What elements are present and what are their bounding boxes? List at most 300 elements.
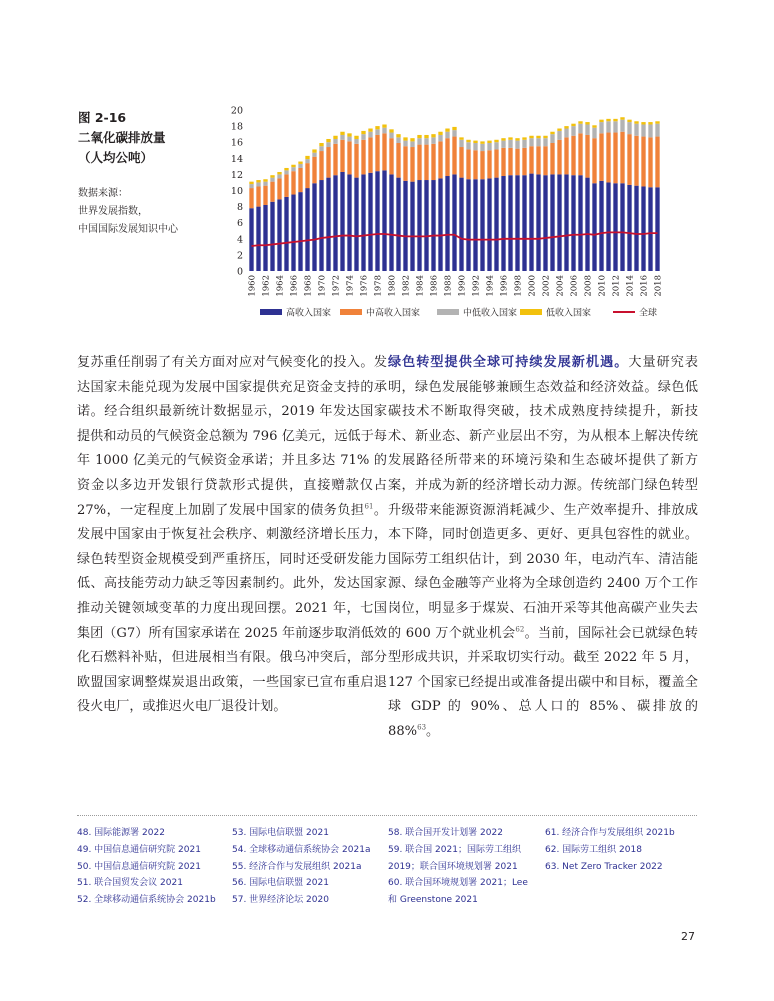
bar-segment	[298, 168, 302, 192]
bar-segment	[655, 137, 659, 188]
x-tick-label: 2018	[653, 275, 664, 297]
y-tick-label: 20	[230, 105, 243, 117]
bar-segment	[424, 138, 428, 144]
bar-segment	[564, 126, 568, 128]
bar-segment	[627, 134, 631, 185]
bar-segment	[438, 178, 442, 271]
legend-swatch	[260, 309, 282, 315]
bar-segment	[550, 134, 554, 143]
bar-segment	[620, 120, 624, 132]
bar-segment	[459, 137, 463, 139]
bar-segment	[571, 175, 575, 271]
bar-segment	[620, 117, 624, 119]
bar-segment	[438, 141, 442, 178]
bar-segment	[410, 147, 414, 182]
bar-segment	[368, 173, 372, 271]
bar-segment	[648, 122, 652, 124]
bar-segment	[431, 180, 435, 271]
bar-segment	[641, 137, 645, 187]
bar-segment	[452, 130, 456, 136]
bar-segment	[382, 133, 386, 170]
bar-segment	[354, 136, 358, 139]
bar-segment	[648, 137, 652, 187]
bar-segment	[291, 195, 295, 271]
bar-segment	[641, 122, 645, 124]
bar-segment	[333, 144, 337, 175]
bar-segment	[438, 135, 442, 141]
footnote-item: 59. 联合国 2021；国际劳工组织	[388, 844, 521, 855]
bar-segment	[459, 147, 463, 178]
legend-label: 中低收入国家	[463, 308, 518, 319]
bar-segment	[487, 141, 491, 143]
bar-segment	[333, 139, 337, 144]
bar-segment	[634, 121, 638, 123]
bar-segment	[480, 179, 484, 271]
footnote-item: 49. 中国信息通信研究院 2021	[77, 844, 201, 855]
bar-segment	[277, 178, 281, 199]
bar-segment	[599, 181, 603, 271]
footnote-item: 60. 联合国环境规划署 2021；Lee	[388, 878, 528, 889]
bar-segment	[536, 174, 540, 271]
bar-segment	[613, 121, 617, 132]
bar-segment	[326, 142, 330, 147]
y-tick-label: 12	[230, 169, 243, 181]
figure-caption	[78, 108, 228, 239]
footnote-item: 63. Net Zero Tracker 2022	[545, 861, 663, 872]
bar-segment	[277, 174, 281, 178]
bar-segment	[536, 138, 540, 146]
bar-segment	[403, 137, 407, 140]
footnote-item: 53. 国际电信联盟 2021	[232, 828, 329, 838]
x-tick-label: 1990	[457, 275, 468, 297]
bar-segment	[333, 136, 337, 139]
bar-segment	[599, 122, 603, 133]
bar-segment	[263, 186, 267, 205]
bar-segment	[473, 141, 477, 143]
x-tick-label: 1968	[303, 275, 314, 297]
bar-segment	[354, 144, 358, 178]
bar-segment	[592, 128, 596, 138]
bar-segment	[270, 175, 274, 177]
bar-segment	[494, 140, 498, 142]
bar-segment	[571, 126, 575, 136]
bar-segment	[585, 135, 589, 178]
x-tick-label: 1962	[261, 275, 272, 297]
bar-segment	[599, 120, 603, 122]
bar-segment	[634, 124, 638, 136]
bar-segment	[354, 139, 358, 144]
bar-segment	[410, 138, 414, 141]
bar-segment	[326, 147, 330, 178]
bar-segment	[613, 133, 617, 184]
bar-segment	[543, 136, 547, 138]
x-tick-label: 1994	[485, 275, 496, 297]
bar-segment	[515, 149, 519, 176]
source-line2: 中国国际发展知识中心	[78, 224, 178, 235]
x-tick-label: 2016	[639, 275, 650, 297]
bar-segment	[508, 175, 512, 271]
bar-segment	[508, 148, 512, 175]
body-right-column	[388, 351, 698, 745]
x-tick-label: 2012	[611, 275, 622, 297]
bar-segment	[592, 183, 596, 271]
bar-segment	[494, 178, 498, 271]
bar-segment	[494, 142, 498, 149]
bar-segment	[256, 186, 260, 206]
y-tick-label: 10	[230, 186, 243, 197]
bar-segment	[417, 138, 421, 144]
bar-segment	[564, 137, 568, 174]
bar-segment	[284, 174, 288, 197]
x-tick-label: 2004	[555, 275, 566, 297]
footnote-item: 56. 国际电信联盟 2021	[232, 878, 329, 889]
bar-segment	[417, 145, 421, 180]
bar-segment	[396, 137, 400, 143]
bar-segment	[382, 124, 386, 127]
footnote-item: 50. 中国信息通信研究院 2021	[77, 861, 201, 872]
bar-segment	[522, 175, 526, 271]
bar-segment	[480, 141, 484, 143]
bar-segment	[550, 143, 554, 174]
legend-swatch	[340, 309, 362, 315]
bar-segment	[277, 172, 281, 174]
y-tick-label: 6	[236, 218, 243, 230]
bar-segment	[305, 159, 309, 163]
bar-segment	[557, 131, 561, 140]
bar-segment	[557, 174, 561, 271]
footnote-item: 和 Greenstone 2021	[388, 895, 478, 906]
bar-segment	[375, 129, 379, 135]
bar-segment	[564, 129, 568, 138]
footnote-column-3	[388, 825, 528, 909]
bar-segment	[249, 182, 253, 184]
footnote-item: 52. 全球移动通信系统协会 2021b	[77, 895, 216, 906]
footnote-ref-61[interactable]: 61	[364, 502, 374, 511]
y-tick-label: 14	[230, 153, 243, 165]
bar-segment	[536, 146, 540, 174]
bar-segment	[368, 137, 372, 172]
footnote-item: 2019；联合国环境规划署 2021	[388, 861, 518, 872]
figure-label: 图 2-16	[78, 110, 127, 125]
bar-segment	[305, 163, 309, 188]
bar-segment	[557, 129, 561, 131]
source-line1: 世界发展指数，	[78, 206, 148, 217]
bar-segment	[466, 179, 470, 271]
bar-segment	[606, 121, 610, 132]
x-tick-label: 1974	[345, 275, 356, 297]
bar-segment	[263, 182, 267, 186]
bar-segment	[368, 132, 372, 138]
bar-segment	[585, 122, 589, 124]
bar-segment	[655, 124, 659, 137]
bar-segment	[501, 148, 505, 176]
footnote-column-1	[77, 825, 216, 909]
bar-segment	[606, 182, 610, 271]
bar-segment	[501, 138, 505, 140]
y-tick-label: 0	[236, 266, 243, 278]
bar-segment	[459, 140, 463, 147]
bar-segment	[445, 176, 449, 271]
bar-segment	[340, 132, 344, 135]
bar-segment	[263, 205, 267, 271]
footnote-ref-62[interactable]: 62	[515, 625, 525, 634]
bar-segment	[319, 151, 323, 180]
bar-segment	[578, 175, 582, 271]
footnote-item: 58. 联合国开发计划署 2022	[388, 828, 503, 838]
bar-segment	[550, 174, 554, 271]
bar-segment	[312, 153, 316, 157]
bar-segment	[487, 178, 491, 271]
bar-segment	[466, 142, 470, 149]
bar-segment	[312, 183, 316, 271]
x-tick-label: 1960	[247, 275, 258, 297]
bar-segment	[256, 182, 260, 186]
bar-segment	[564, 174, 568, 271]
bar-segment	[536, 136, 540, 138]
bar-segment	[501, 176, 505, 271]
figure-title-line1: 二氧化碳排放量	[78, 130, 166, 145]
bar-segment	[347, 141, 351, 174]
bar-segment	[592, 138, 596, 183]
x-tick-label: 2002	[541, 275, 552, 297]
bar-segment	[578, 121, 582, 123]
source-label: 数据来源：	[78, 188, 128, 199]
bar-segment	[599, 133, 603, 181]
bar-segment	[375, 135, 379, 171]
legend-label: 中高收入国家	[366, 308, 421, 319]
x-tick-label: 1982	[401, 275, 412, 297]
bar-segment	[326, 178, 330, 271]
y-tick-label: 18	[230, 121, 243, 133]
bar-segment	[627, 185, 631, 271]
bar-segment	[466, 149, 470, 179]
x-tick-label: 1992	[471, 275, 482, 297]
footnote-item: 57. 世界经济论坛 2020	[232, 895, 329, 906]
bar-segment	[340, 135, 344, 140]
section-lead-heading: 绿色转型提供全球可持续发展新机遇。	[388, 355, 629, 370]
bar-segment	[606, 133, 610, 183]
bar-segment	[585, 124, 589, 134]
bar-segment	[270, 182, 274, 202]
bar-segment	[291, 165, 295, 167]
bar-segment	[445, 132, 449, 138]
x-tick-label: 1978	[373, 275, 384, 297]
bar-segment	[347, 174, 351, 271]
bar-segment	[305, 156, 309, 159]
x-tick-label: 1972	[331, 275, 342, 297]
y-tick-label: 8	[236, 202, 243, 214]
bar-segment	[648, 187, 652, 271]
bar-segment	[487, 143, 491, 150]
bar-segment	[284, 197, 288, 271]
bar-segment	[305, 188, 309, 271]
bar-segment	[473, 179, 477, 271]
x-tick-label: 1998	[513, 275, 524, 297]
bar-segment	[578, 133, 582, 175]
bar-segment	[256, 180, 260, 182]
x-tick-label: 1970	[317, 275, 328, 297]
bar-segment	[396, 143, 400, 178]
bar-segment	[375, 126, 379, 129]
bar-segment	[347, 133, 351, 136]
legend-swatch	[437, 309, 459, 315]
body-left-column	[77, 351, 387, 720]
bar-segment	[522, 148, 526, 175]
footnote-item: 55. 经济合作与发展组织 2021a	[232, 861, 362, 872]
bar-segment	[389, 129, 393, 132]
bar-segment	[319, 146, 323, 151]
bar-segment	[403, 146, 407, 181]
co2-emissions-chart	[228, 100, 668, 325]
bar-segment	[529, 138, 533, 146]
bar-segment	[473, 143, 477, 150]
bar-segment	[515, 175, 519, 271]
x-tick-label: 1964	[275, 275, 286, 297]
bar-segment	[641, 124, 645, 136]
bar-segment	[256, 207, 260, 271]
bar-segment	[487, 150, 491, 178]
x-tick-label: 1980	[387, 275, 398, 297]
bar-segment	[473, 150, 477, 179]
bar-segment	[424, 145, 428, 180]
bar-segment	[452, 127, 456, 130]
footnote-item: 62. 国际劳工组织 2018	[545, 844, 642, 855]
page-number: 27	[681, 930, 695, 943]
footnote-item: 61. 经济合作与发展组织 2021b	[545, 828, 675, 838]
bar-segment	[389, 174, 393, 271]
bar-segment	[543, 138, 547, 146]
bar-segment	[298, 192, 302, 271]
bar-segment	[508, 137, 512, 139]
bar-segment	[494, 149, 498, 177]
bar-segment	[312, 149, 316, 152]
bar-segment	[424, 180, 428, 271]
bar-segment	[298, 164, 302, 168]
x-tick-label: 2000	[527, 275, 538, 297]
bar-segment	[326, 139, 330, 142]
bar-segment	[389, 133, 393, 139]
bar-segment	[284, 170, 288, 174]
bar-segment	[655, 187, 659, 271]
x-tick-label: 1986	[429, 275, 440, 297]
bar-segment	[501, 141, 505, 148]
footnote-ref-63[interactable]: 63	[417, 723, 427, 732]
bar-segment	[403, 141, 407, 147]
bar-segment	[578, 124, 582, 134]
bar-segment	[396, 134, 400, 137]
left-paragraph-part2: 。发展中国家由于恢复社会秩序、刺激经济增长压力，绿色转型资金规模受到严重挤压，同时还受研发能力低、高技能劳动力缺乏等因素制约。此外，发达国家推动关键领域变革的力度出现回摆。2021 年，七国集团（G7）所有国家承诺在 2025 年前逐步取消低效化石燃料补贴，但进展相当有限。俄乌冲突后，部分欧盟国家调整煤炭退出政策，一些国家已宣布重启退役火电厂，或推迟火电厂退役计划。	[77, 502, 387, 715]
footnote-item: 48. 国际能源署 2022	[77, 828, 165, 838]
y-tick-label: 2	[236, 250, 243, 262]
bar-segment	[270, 202, 274, 271]
bar-segment	[543, 146, 547, 175]
bar-segment	[480, 144, 484, 151]
bar-segment	[410, 182, 414, 271]
bar-segment	[249, 188, 253, 208]
bar-segment	[557, 140, 561, 175]
figure-title-line2: （人均公吨）	[78, 150, 154, 165]
bar-segment	[480, 151, 484, 179]
bar-segment	[634, 186, 638, 271]
bar-segment	[592, 125, 596, 127]
bar-segment	[410, 141, 414, 147]
x-tick-label: 1984	[415, 275, 426, 297]
x-tick-label: 2008	[583, 275, 594, 297]
bar-segment	[627, 122, 631, 134]
bar-segment	[634, 136, 638, 186]
bar-segment	[277, 199, 281, 271]
bar-segment	[340, 140, 344, 172]
bar-segment	[368, 129, 372, 132]
x-tick-label: 1988	[443, 275, 454, 297]
footnote-item: 54. 全球移动通信系统协会 2021a	[232, 844, 371, 855]
legend-label: 全球	[639, 308, 658, 319]
bar-segment	[431, 134, 435, 137]
bar-segment	[613, 183, 617, 271]
x-tick-label: 1996	[499, 275, 510, 297]
footnote-divider	[77, 815, 697, 816]
bar-segment	[515, 138, 519, 140]
bar-segment	[550, 132, 554, 134]
bar-segment	[445, 138, 449, 176]
right-paragraph-part1: 大量研究表明，绿色发展能够兼顾生态效益和经济效益。绿色低碳技术不断取得突破，技术成熟度持续提升，新技术、新业态、新产业层出不穷，为从根本上解决传统发展路径所带来的环境污染和生态破坏提供了新方案，并成为新的经济增长动力源。传统部门绿色转型升级带来能源资源消耗减少、生产效率提升、排放成本下降，同时创造更多、更好、更具包容性的就业。国际劳工组织估计，到 2030 年，电动汽车、清洁能源、绿色金融等产业将为全球创造约 2400 万个工作岗位，明显多于煤炭、石油开采等其他高碳产业失去的 600 万个就业机会	[388, 355, 699, 641]
legend-swatch	[520, 309, 542, 315]
bar-segment	[445, 129, 449, 132]
right-paragraph-part3: 。	[426, 723, 440, 739]
bar-segment	[459, 178, 463, 271]
bar-segment	[249, 184, 253, 188]
bar-segment	[347, 137, 351, 142]
bar-segment	[452, 174, 456, 271]
bar-segment	[571, 124, 575, 126]
bar-segment	[417, 135, 421, 138]
footnote-column-4	[545, 825, 675, 875]
bar-segment	[361, 131, 365, 134]
bar-segment	[522, 140, 526, 148]
bar-segment	[431, 144, 435, 180]
bar-segment	[452, 137, 456, 175]
bar-segment	[620, 183, 624, 271]
x-tick-label: 2014	[625, 275, 636, 297]
bar-segment	[249, 208, 253, 271]
bar-segment	[522, 137, 526, 139]
legend-label: 低收入国家	[546, 308, 592, 319]
y-tick-label: 16	[230, 137, 243, 149]
bar-segment	[312, 157, 316, 184]
bar-segment	[382, 128, 386, 134]
bar-segment	[284, 168, 288, 170]
bar-segment	[529, 146, 533, 173]
bar-segment	[382, 170, 386, 271]
bar-segment	[613, 119, 617, 121]
bar-segment	[291, 171, 295, 194]
bar-segment	[606, 119, 610, 121]
bar-segment	[319, 180, 323, 271]
bar-segment	[585, 178, 589, 271]
bar-segment	[333, 175, 337, 271]
bar-segment	[263, 179, 267, 181]
x-tick-label: 2006	[569, 275, 580, 297]
bar-segment	[319, 143, 323, 146]
bar-segment	[529, 174, 533, 271]
bar-segment	[298, 162, 302, 164]
bar-segment	[620, 132, 624, 184]
bar-segment	[648, 124, 652, 137]
footnote-item: 51. 联合国贸发会议 2021	[77, 878, 183, 889]
bar-segment	[543, 175, 547, 271]
bar-segment	[270, 178, 274, 182]
bar-segment	[627, 120, 631, 122]
